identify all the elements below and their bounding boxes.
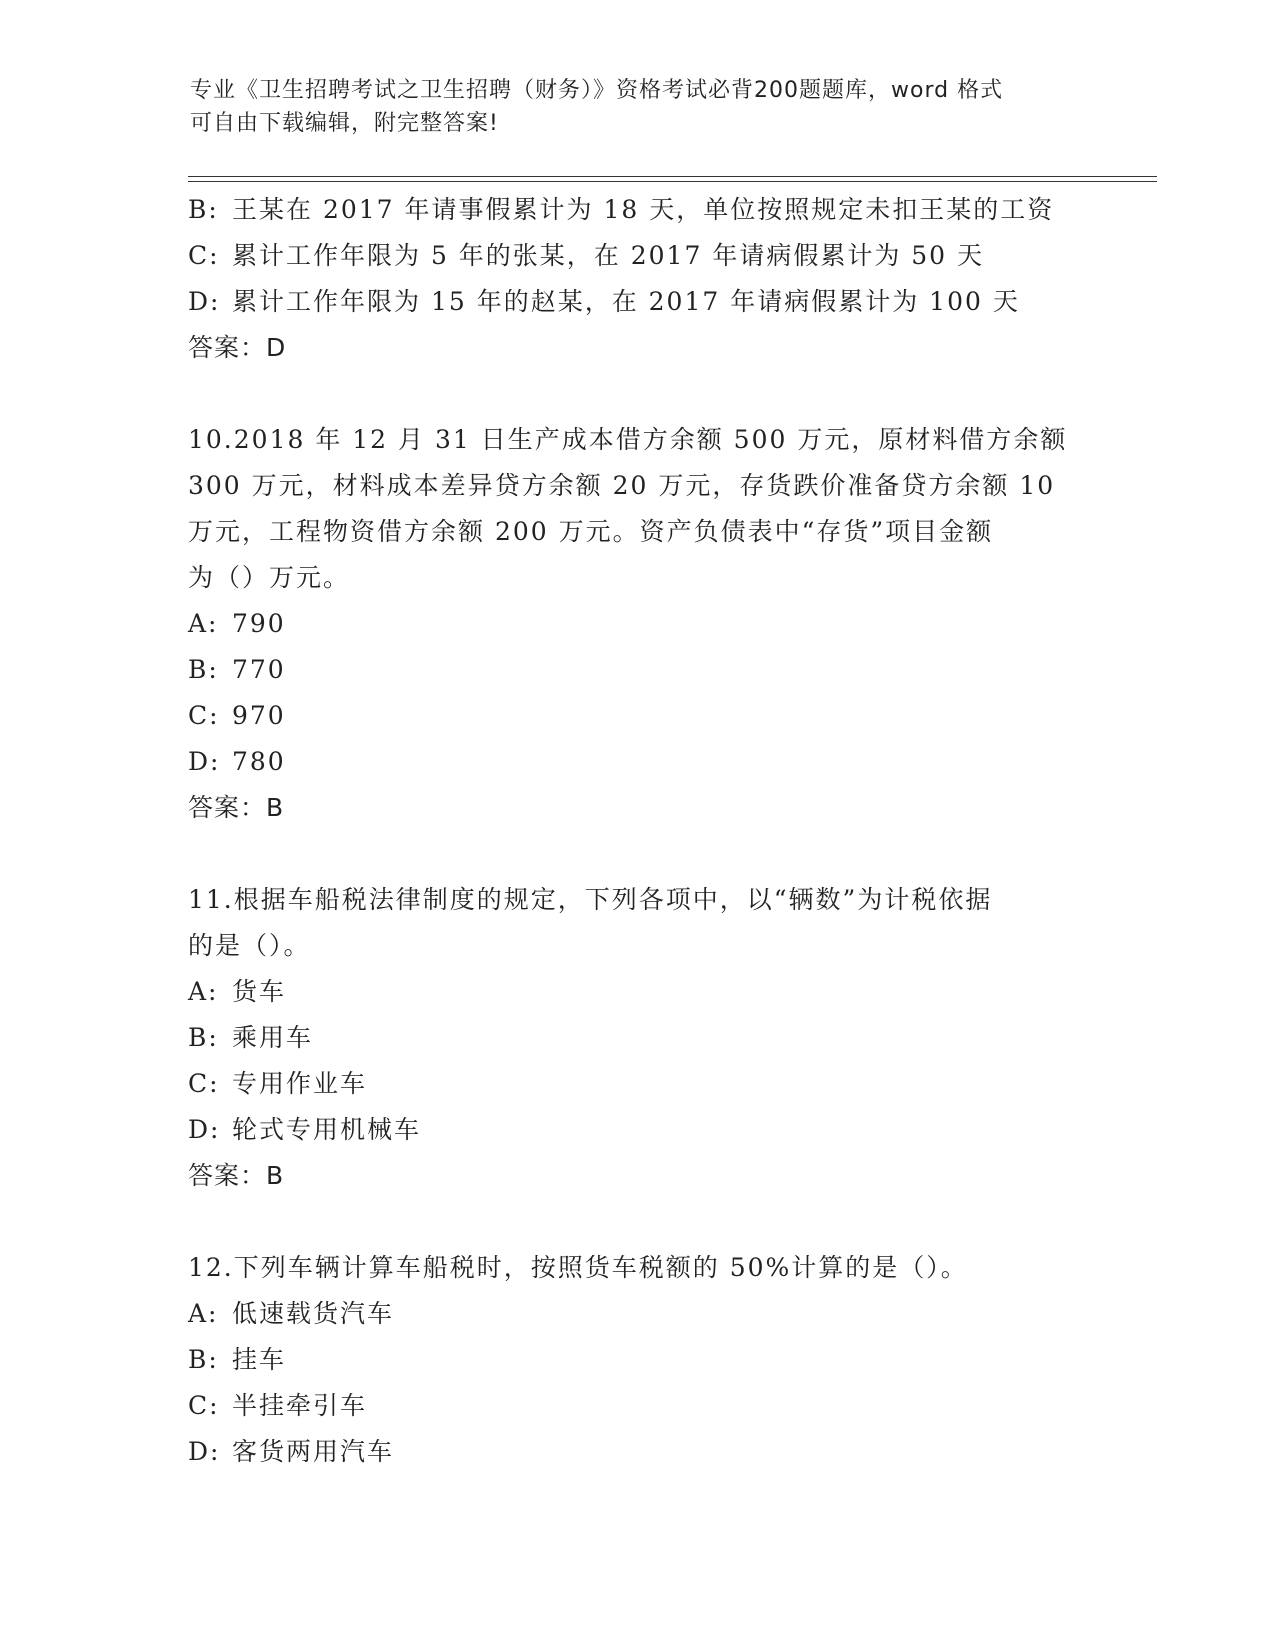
question-12 (188, 1245, 1088, 1475)
option-d: D: 轮式专用机械车 (188, 1115, 422, 1144)
question-text-line: 10.2018 年 12 月 31 日生产成本借方余额 500 万元，原材料借方余额 (188, 425, 1068, 454)
option-a: A: 790 (188, 609, 286, 638)
question-11 (188, 877, 1088, 1199)
header-line-2: 可自由下载编辑，附完整答案! (190, 111, 499, 136)
question-text-line: 万元，工程物资借方余额 200 万元。资产负债表中“存货”项目金额 (188, 517, 994, 546)
option-a: A: 货车 (188, 977, 287, 1006)
answer-line: 答案：B (188, 1161, 285, 1190)
option-d: D: 客货两用汽车 (188, 1437, 395, 1466)
option-a: A: 低速载货汽车 (188, 1299, 395, 1328)
question-text-line: 的是（）。 (188, 931, 311, 960)
question-text-line: 11.根据车船税法律制度的规定，下列各项中，以“辆数”为计税依据 (188, 885, 993, 914)
question-content (188, 187, 1088, 1475)
option-c: C: 半挂牵引车 (188, 1391, 368, 1420)
document-header (190, 74, 1090, 140)
answer-line: 答案：B (188, 793, 285, 822)
option-b: B: 挂车 (188, 1345, 287, 1374)
question-text-line: 12.下列车辆计算车船税时，按照货车税额的 50%计算的是（）。 (188, 1253, 968, 1282)
header-rule-bottom (188, 181, 1157, 182)
option-d: D: 780 (188, 747, 286, 776)
option-b: B: 王某在 2017 年请事假累计为 18 天，单位按照规定未扣王某的工资 (188, 195, 1055, 224)
option-d: D: 累计工作年限为 15 年的赵某，在 2017 年请病假累计为 100 天 (188, 287, 1020, 316)
option-c: C: 累计工作年限为 5 年的张某，在 2017 年请病假累计为 50 天 (188, 241, 985, 270)
option-b: B: 770 (188, 655, 286, 684)
header-rule-top (188, 176, 1157, 177)
question-text-line: 300 万元，材料成本差异贷方余额 20 万元，存货跌价准备贷方余额 10 (188, 471, 1056, 500)
header-line-1: 专业《卫生招聘考试之卫生招聘（财务）》资格考试必背200题题库，word 格式 (190, 78, 1004, 103)
option-b: B: 乘用车 (188, 1023, 314, 1052)
answer-line: 答案：D (188, 333, 287, 362)
previous-question-tail (188, 187, 1088, 371)
option-c: C: 970 (188, 701, 286, 730)
option-c: C: 专用作业车 (188, 1069, 368, 1098)
question-10 (188, 417, 1088, 831)
question-text-line: 为（）万元。 (188, 563, 351, 592)
